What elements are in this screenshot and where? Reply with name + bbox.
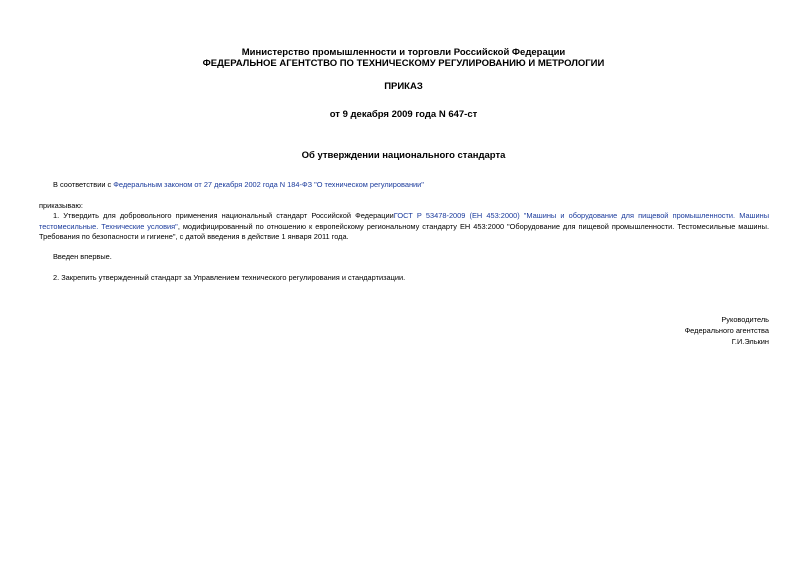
signature-name: Г.И.Элькин (731, 337, 769, 346)
paragraph-approve-suffix: , модифицированный по отношению к европейскому региональному стандарту ЕН 453:2000 "Оборудование для пищевой промышленности. Тестомесильные машины. Требования по безопасности и гигиене", с датой введения в действие 1 января 2011 года. (39, 221, 770, 241)
signature-position: Руководитель (721, 315, 769, 324)
paragraph-basis (39, 180, 769, 191)
paragraph-order: приказываю: (39, 201, 83, 210)
agency-title: ФЕДЕРАЛЬНОЕ АГЕНТСТВО ПО ТЕХНИЧЕСКОМУ РЕГУЛИРОВАНИЮ И МЕТРОЛОГИИ (202, 58, 605, 69)
doc-date: от 9 декабря 2009 года N 647-ст (329, 109, 478, 120)
gost-standard-link[interactable]: ГОСТ Р 53478-2009 (ЕН 453:2000) "Машины и оборудование для пищевой промышленности. Машины тестомесильные. Технические условия" (39, 211, 770, 231)
doc-subject: Об утверждении национального стандарта (301, 150, 506, 161)
paragraph-introduced: Введен впервые. (53, 252, 112, 261)
federal-law-link[interactable]: Федеральным законом от 27 декабря 2002 года N 184-ФЗ "О техническом регулировании" (113, 180, 424, 189)
ministry-title: Министерство промышленности и торговли Российской Федерации (241, 47, 566, 58)
signature-agency: Федерального агентства (684, 326, 769, 335)
paragraph-basis-text: В соответствии с (53, 180, 114, 189)
paragraph-assign: 2. Закрепить утвержденный стандарт за Управлением технического регулирования и стандартизации. (53, 273, 406, 282)
paragraph-approve-text: 1. Утвердить для добровольного применения национальный стандарт Российской Федерации (53, 211, 394, 220)
doc-type: ПРИКАЗ (384, 81, 423, 92)
paragraph-approve (39, 211, 769, 243)
